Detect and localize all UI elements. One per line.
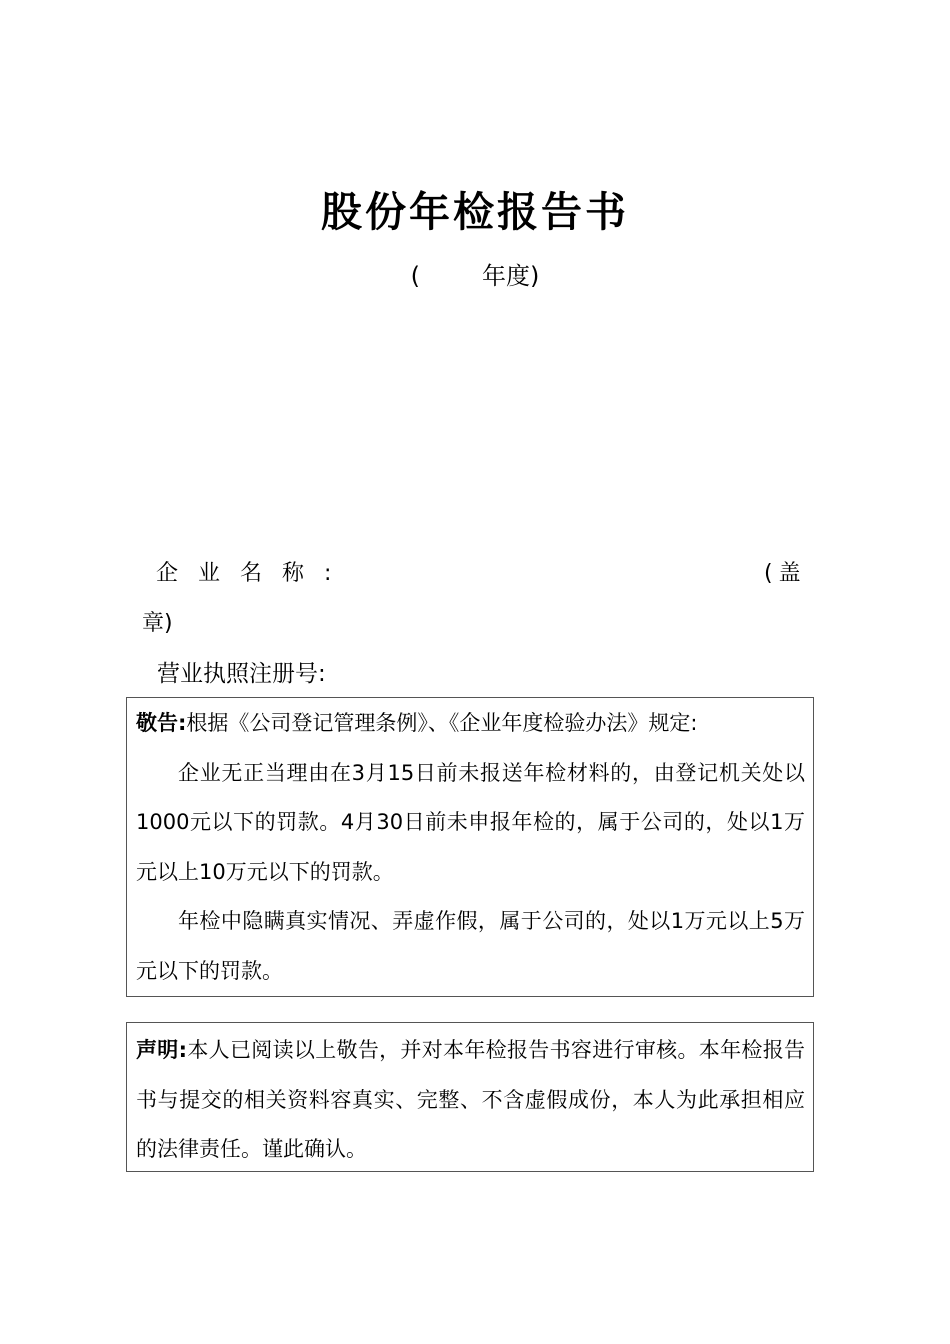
report-year — [0, 256, 950, 296]
company-name-label: 企业名称: — [156, 561, 352, 586]
declaration-box — [126, 1022, 814, 1172]
warning-paragraph-1: 企业无正当理由在3月15日前未报送年检材料的，由登记机关处以1000元以下的罚款。4月30日前未申报年检的，属于公司的，处以1万元以上10万元以下的罚款。 — [136, 760, 805, 884]
warning-box — [126, 697, 814, 997]
declaration-text: 本人已阅读以上敬告，并对本年检报告书容进行审核。本年检报告书与提交的相关资料容真实、完整、不含虚假成份，本人为此承担相应的法律责任。谨此确认。 — [136, 1038, 806, 1162]
year-open-paren: ( — [410, 262, 420, 290]
business-license-label: 营业执照注册号: — [157, 661, 326, 687]
document-title: 股份年检报告书 — [321, 188, 629, 236]
warning-intro-text: 根据《公司登记管理条例》、《企业年度检验办法》规定: — [186, 711, 698, 735]
year-label: 年度) — [482, 262, 540, 290]
declaration-paragraph — [136, 1026, 805, 1175]
stamp-note-open: (盖 — [764, 561, 807, 586]
stamp-note-close: 章) — [142, 611, 173, 636]
declaration-heading: 声明: — [136, 1038, 188, 1062]
warning-intro — [136, 699, 805, 749]
warning-paragraph-2: 年检中隐瞒真实情况、弄虚作假，属于公司的，处以1万元以上5万元以下的罚款。 — [136, 909, 805, 983]
warning-heading: 敬告: — [136, 711, 187, 735]
